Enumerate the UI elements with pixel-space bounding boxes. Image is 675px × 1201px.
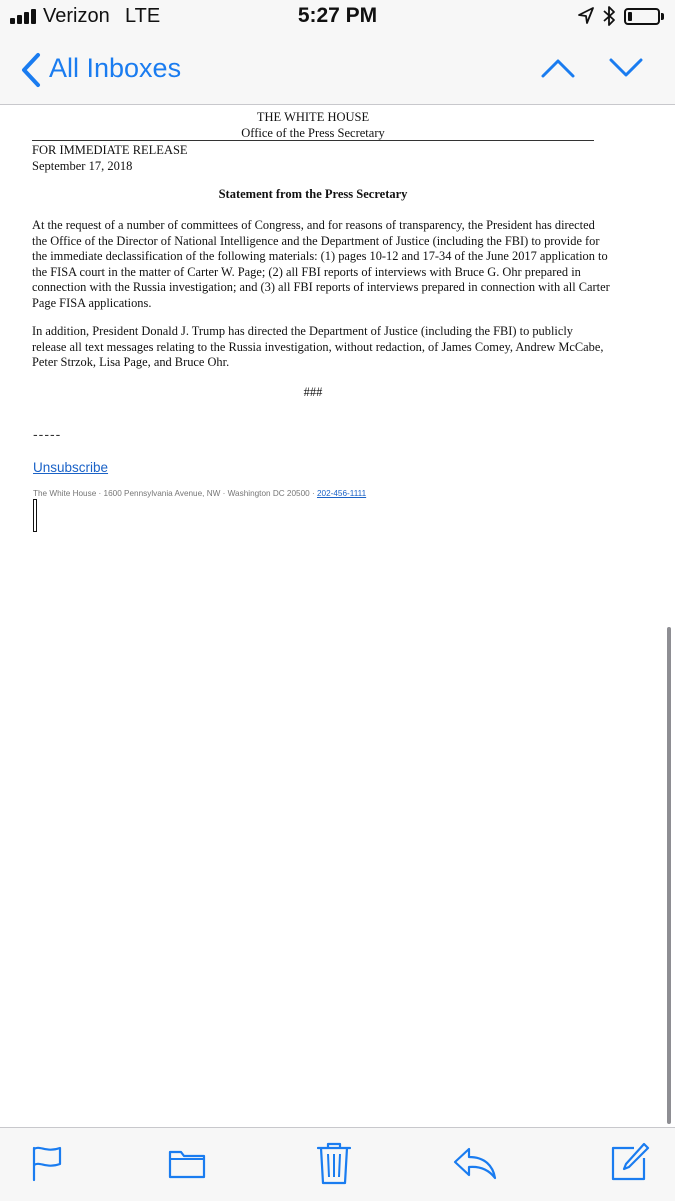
- paragraph-line: At the request of a number of committees of Congress, and for reasons of transparency, the President has directed: [32, 218, 595, 232]
- release-line: FOR IMMEDIATE RELEASE: [32, 143, 188, 157]
- trash-icon[interactable]: [317, 1141, 351, 1185]
- paragraph-line: Page FISA applications.: [32, 295, 152, 310]
- paragraph-line: In addition, President Donald J. Trump has directed the Department of Justice (including the FBI) to publicly: [32, 324, 573, 338]
- mail-nav-bar: [0, 36, 675, 105]
- paragraph-line: the FISA court in the matter of Carter W. Page; (2) all FBI reports of interviews with Bruce G. Ohr prepared in: [32, 264, 581, 279]
- paragraph-line: connection with the Russia investigation; and (3) all FBI reports of interviews prepared in connection with all Carter: [32, 280, 610, 294]
- bluetooth-icon: [601, 5, 617, 27]
- status-bar: [0, 0, 675, 36]
- paragraph-line: the immediate declassification of the following materials: (1) pages 10-12 and 17-34 of the June 2017 application to: [32, 249, 608, 263]
- signature-separator: -----: [33, 426, 62, 442]
- battery-level: [628, 12, 632, 21]
- back-chevron-icon[interactable]: [18, 52, 44, 88]
- flag-icon[interactable]: [30, 1144, 64, 1182]
- paragraph-line: the Office of the Director of National Intelligence and the Department of Justice (including the FBI) to provide for: [32, 233, 600, 248]
- header-divider: [32, 140, 594, 141]
- statement-paragraph-2: [32, 324, 602, 371]
- all-inboxes-back-button[interactable]: All Inboxes: [49, 53, 182, 83]
- scrollbar[interactable]: [667, 627, 671, 1124]
- network-type: LTE: [125, 5, 161, 27]
- header-press-office: Office of the Press Secretary: [241, 126, 385, 140]
- statement-paragraph-1: [32, 218, 610, 311]
- paragraph-line: Peter Strzok, Lisa Page, and Bruce Ohr.: [32, 355, 230, 369]
- battery-icon: [624, 8, 660, 25]
- statement-title: Statement from the Press Secretary: [218, 187, 408, 201]
- reply-icon[interactable]: [453, 1146, 497, 1180]
- previous-message-chevron-up-icon[interactable]: [540, 56, 576, 80]
- folder-icon[interactable]: [168, 1148, 206, 1180]
- press-release-header: [32, 109, 594, 141]
- bottom-toolbar: [0, 1127, 675, 1201]
- text-cursor: [33, 499, 37, 532]
- release-date: September 17, 2018: [32, 159, 133, 173]
- carrier-name: Verizon: [43, 5, 110, 27]
- unsubscribe-link[interactable]: Unsubscribe: [33, 460, 109, 475]
- compose-icon[interactable]: [610, 1142, 650, 1182]
- footer-address: [33, 489, 366, 498]
- footer-phone-link[interactable]: 202-456-1111: [316, 489, 367, 498]
- release-info: [32, 142, 188, 174]
- battery-tip: [661, 13, 664, 20]
- location-arrow-icon: [576, 6, 596, 26]
- end-mark: ###: [303, 385, 323, 399]
- header-white-house: THE WHITE HOUSE: [256, 110, 370, 124]
- next-message-chevron-down-icon[interactable]: [608, 56, 644, 80]
- paragraph-line: release all text messages relating to the Russia investigation, without redaction, of James Comey, Andrew McCabe,: [32, 339, 604, 354]
- status-time: 5:27 PM: [297, 4, 378, 27]
- footer-address-text: The White House · 1600 Pennsylvania Avenue, NW · Washington DC 20500 ·: [33, 489, 317, 498]
